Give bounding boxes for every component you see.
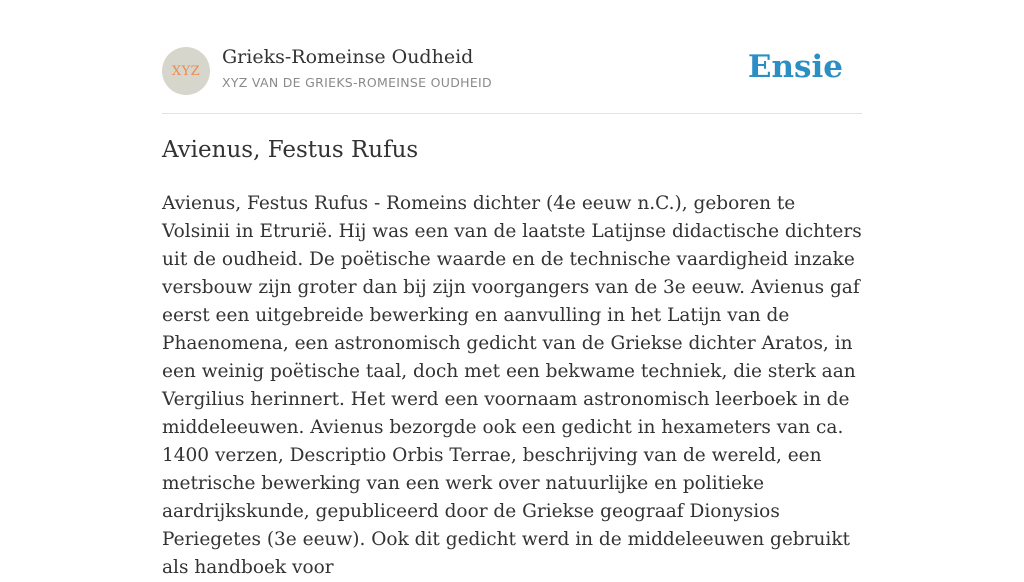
site-subtitle: XYZ VAN DE GRIEKS-ROMEINSE OUDHEID [222,75,492,90]
site-title[interactable]: Grieks-Romeinse Oudheid [222,46,474,68]
avatar[interactable] [162,47,210,95]
brand-logo-link[interactable]: Ensie [747,49,843,85]
site-header [162,46,862,96]
header-divider [162,113,862,114]
article-body: Avienus, Festus Rufus - Romeins dichter (4e eeuw n.C.), geboren te Volsinii in Etrurië. Hij was een van de laatste Latijnse didactische dichters uit de oudheid. De poëtische waarde en de technische vaardigheid inzake versbouw zijn groter dan bij zijn voorgangers van de 3e eeuw. Avienus gaf eerst een uitgebreide bewerking en aanvulling in het Latijn van de Phaenomena, een astronomisch gedicht van de Griekse dichter Aratos, in een weinig poëtische taal, doch met een bekwame techniek, die sterk aan Vergilius herinnert. Het werd een voornaam astronomisch leerboek in de middeleeuwen. Avienus bezorgde ook een gedicht in hexameters van ca. 1400 verzen, Descriptio Orbis Terrae, beschrijving van de wereld, een metrische bewerking van een werk over natuurlijke en politieke aardrijkskunde, gepubliceerd door de Griekse geograaf Dionysios Periegetes (3e eeuw). Ook dit gedicht werd in de middeleeuwen gebruikt als handboek voor [162,193,862,578]
avatar-text: XYZ [171,63,201,79]
article-title: Avienus, Festus Rufus [162,137,419,163]
